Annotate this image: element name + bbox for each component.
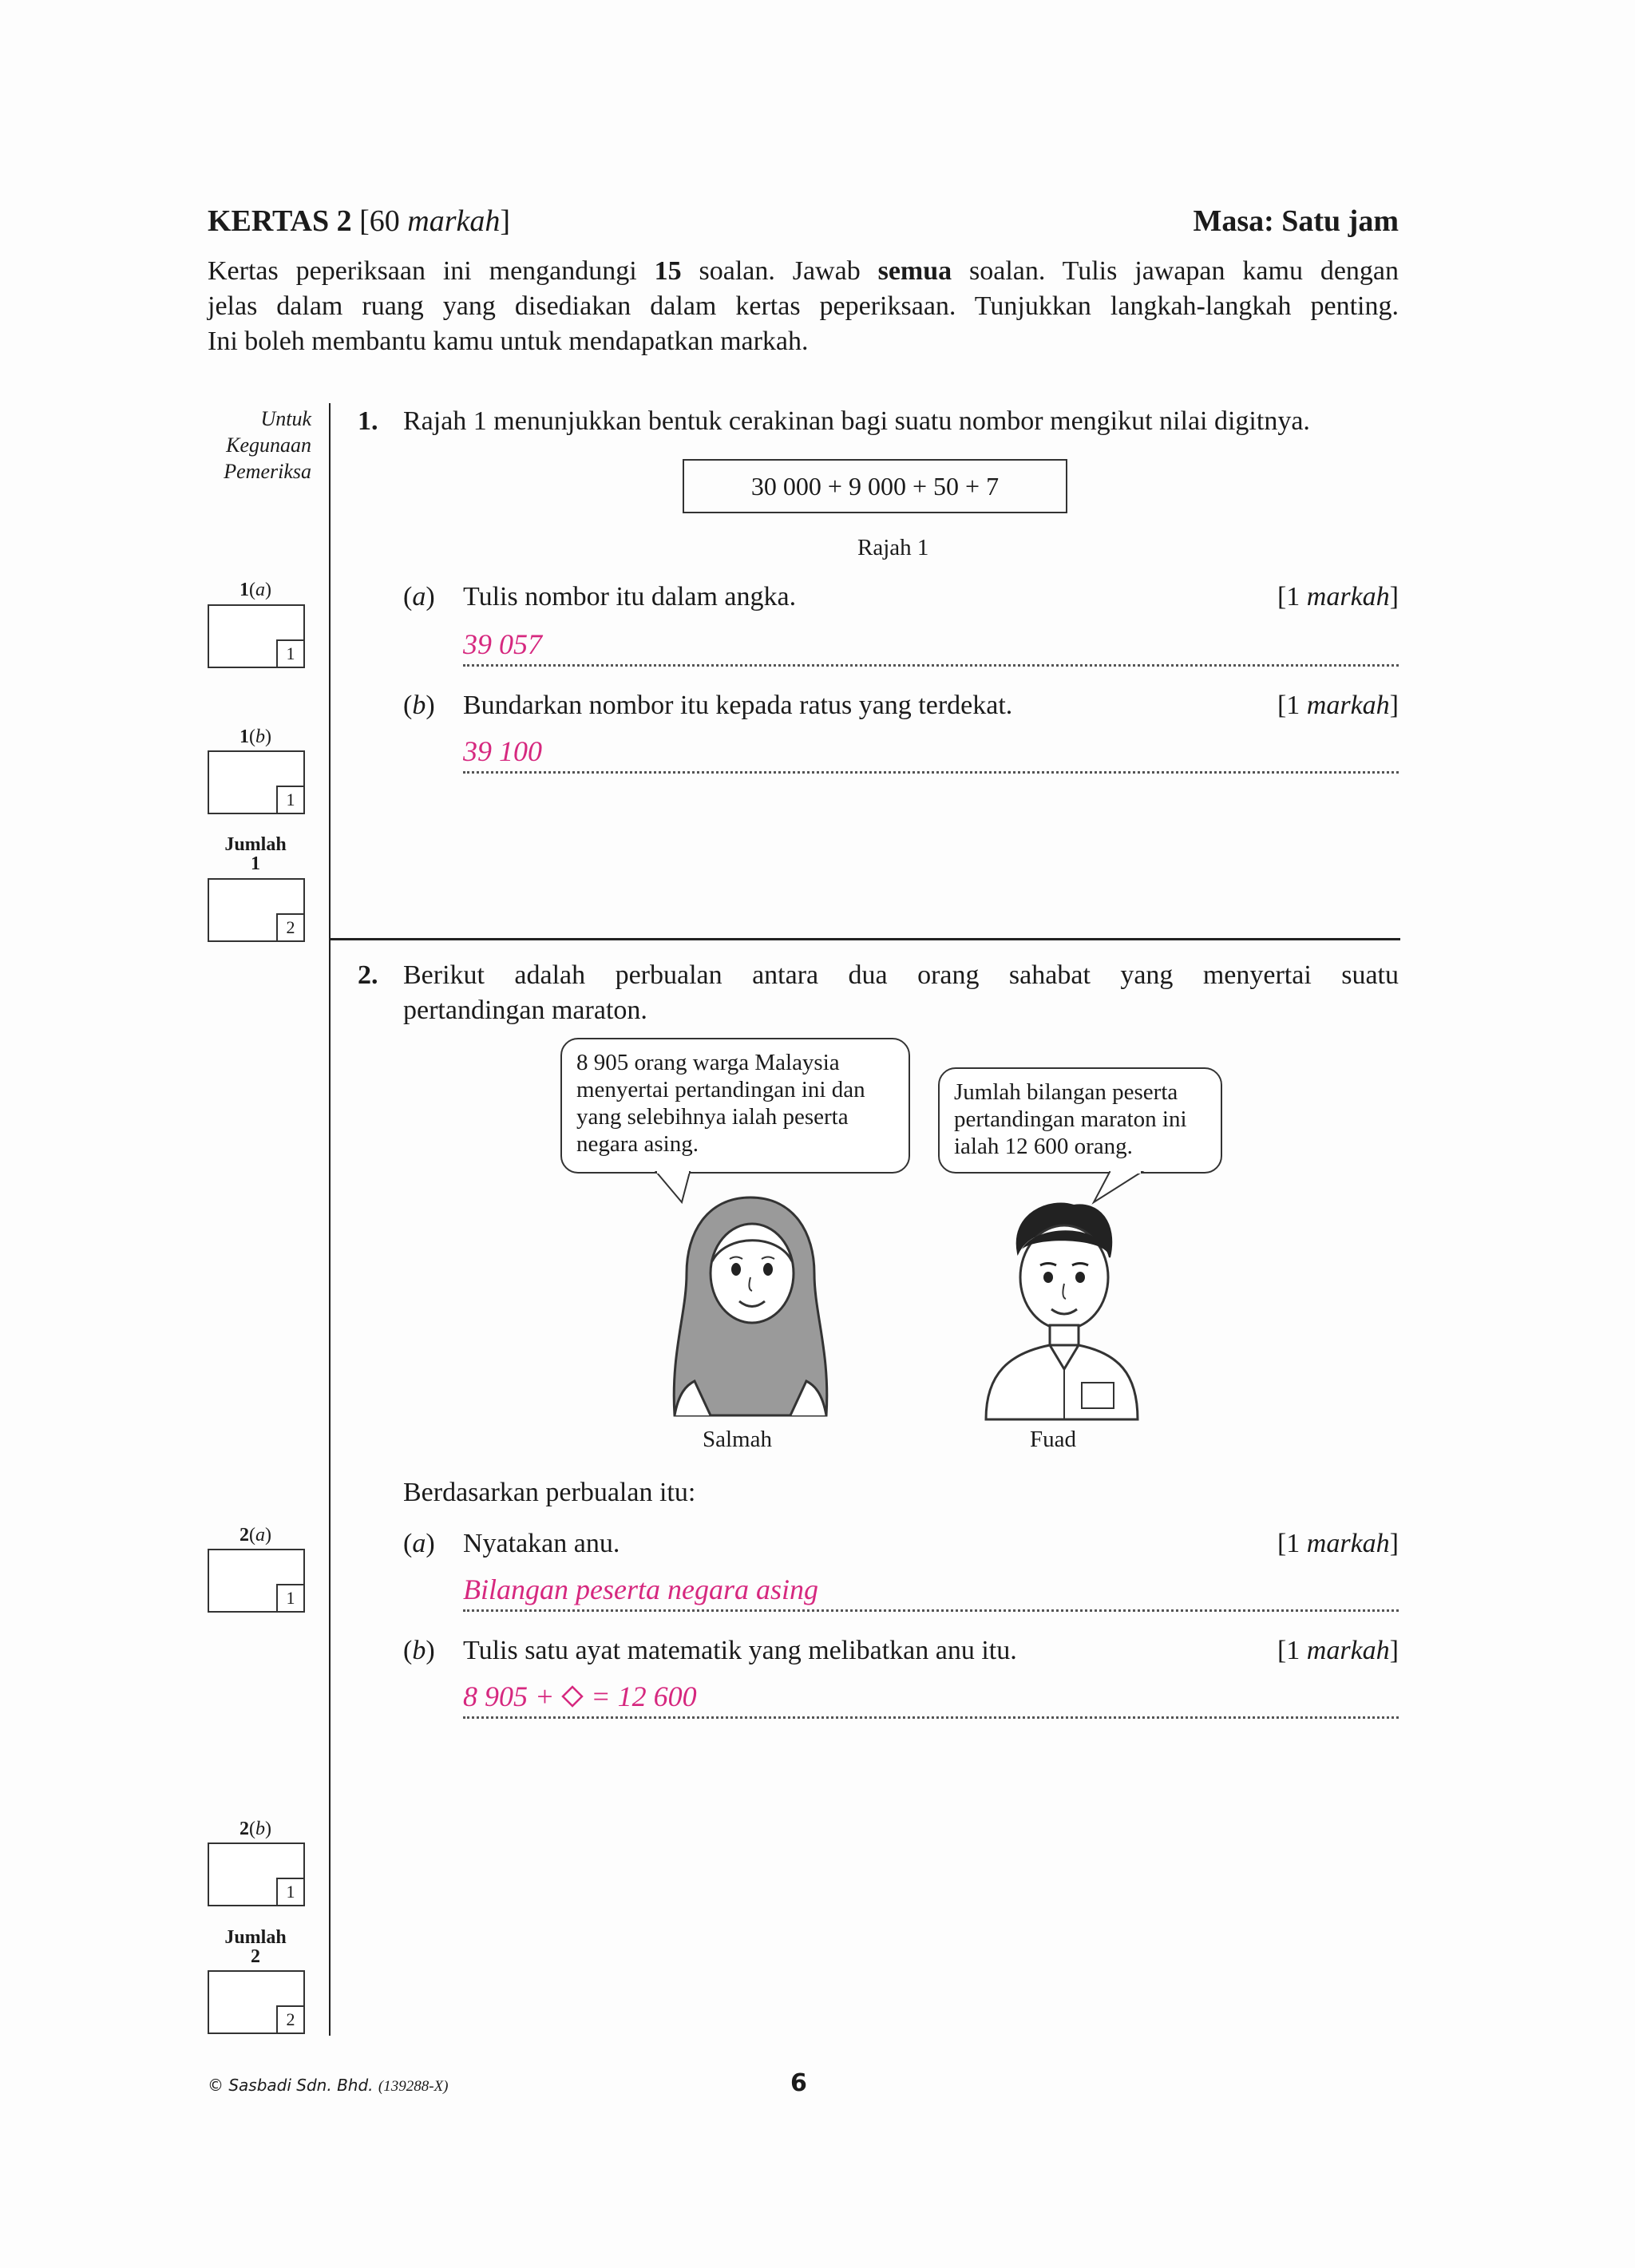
diamond-unknown-icon [561, 1685, 584, 1708]
margin-label-1b: 1(b) [240, 726, 271, 747]
salmah-illustration [663, 1193, 838, 1417]
fuad-name: Fuad [1030, 1427, 1076, 1452]
q2b-answer-line[interactable] [463, 1680, 1399, 1719]
time-allowed: Masa: Satu jam [1193, 204, 1399, 238]
q1-expression-box: 30 000 + 9 000 + 50 + 7 [683, 459, 1067, 513]
margin-divider-bottom [329, 938, 331, 2036]
paper-title: KERTAS 2 [60 markah] [208, 204, 511, 238]
copyright-footer: © Sasbadi Sdn. Bhd. (139288-X) [208, 2076, 449, 2095]
margin-divider-top [329, 403, 331, 938]
q2b-answer-part-1: 8 905 + [463, 1680, 562, 1712]
q2b-mark: [1 markah] [1277, 1636, 1399, 1665]
mark-box-1b[interactable]: 1 [208, 750, 305, 814]
q2b-answer-part-2: = 12 600 [584, 1680, 697, 1712]
q2b-text: Tulis satu ayat matematik yang melibatkan anu itu. [463, 1636, 1017, 1665]
mark-box-1a[interactable]: 1 [208, 604, 305, 668]
salmah-speech-bubble: 8 905 orang warga Malaysia menyertai pertandingan ini dan yang selebihnya ialah peserta negara asing. [560, 1038, 910, 1174]
question-separator [331, 938, 1400, 940]
q1b-label: (b) [403, 691, 435, 720]
instructions-line-1: Kertas peperiksaan ini mengandungi 15 soalan. Jawab semua soalan. Tulis jawapan kamu dengan [208, 256, 1399, 286]
q1b-answer: 39 100 [463, 735, 542, 767]
fuad-speech-bubble: Jumlah bilangan peserta pertandingan maraton ini ialah 12 600 orang. [938, 1067, 1222, 1174]
mark-box-2a[interactable]: 1 [208, 1549, 305, 1613]
mark-box-2b[interactable]: 1 [208, 1843, 305, 1906]
instructions-line-3: Ini boleh membantu kamu untuk mendapatkan markah. [208, 327, 809, 356]
salmah-name: Salmah [703, 1427, 772, 1452]
fuad-illustration [978, 1197, 1146, 1421]
q1a-text: Tulis nombor itu dalam angka. [463, 582, 797, 612]
q2a-answer: Bilangan peserta negara asing [463, 1573, 818, 1605]
margin-label-2b: 2(b) [240, 1819, 271, 1839]
margin-label-total-1: Jumlah 1 [224, 834, 287, 874]
instructions-line-2: jelas dalam ruang yang disediakan dalam kertas peperiksaan. Tunjukkan langkah-langkah penting. [208, 291, 1399, 321]
q2-lead: Berdasarkan perbualan itu: [403, 1478, 696, 1507]
instructions [208, 254, 1399, 359]
q1a-mark: [1 markah] [1277, 582, 1399, 612]
page-number: 6 [790, 2069, 807, 2097]
q2a-label: (a) [403, 1529, 435, 1558]
mark-box-total-2[interactable]: 2 [208, 1970, 305, 2034]
q1-figure-caption: Rajah 1 [857, 535, 929, 560]
margin-label-total-2: Jumlah 2 [224, 1927, 287, 1967]
q1a-label: (a) [403, 582, 435, 612]
q1-number: 1. [358, 406, 378, 436]
mark-box-total-1[interactable]: 2 [208, 878, 305, 942]
margin-label-2a: 2(a) [240, 1525, 271, 1546]
q1-stem: Rajah 1 menunjukkan bentuk cerakinan bagi suatu nombor mengikut nilai digitnya. [403, 406, 1310, 436]
q1b-answer-line[interactable] [463, 734, 1399, 774]
q1a-answer: 39 057 [463, 628, 542, 660]
examiner-use-label: Untuk Kegunaan Pemeriksa [224, 407, 311, 483]
paper-header [208, 204, 1399, 243]
margin-label-1a: 1(a) [240, 580, 271, 600]
q1a-answer-line[interactable] [463, 627, 1399, 667]
q1b-mark: [1 markah] [1277, 691, 1399, 720]
q1b-text: Bundarkan nombor itu kepada ratus yang terdekat. [463, 691, 1013, 720]
q2a-text: Nyatakan anu. [463, 1529, 620, 1558]
q2-number: 2. [358, 960, 378, 990]
q2a-answer-line[interactable] [463, 1573, 1399, 1612]
q2b-label: (b) [403, 1636, 435, 1665]
q2a-mark: [1 markah] [1277, 1529, 1399, 1558]
q2-stem: Berikut adalah perbualan antara dua orang sahabat yang menyertai suatu pertandingan maraton. [403, 960, 1399, 1025]
